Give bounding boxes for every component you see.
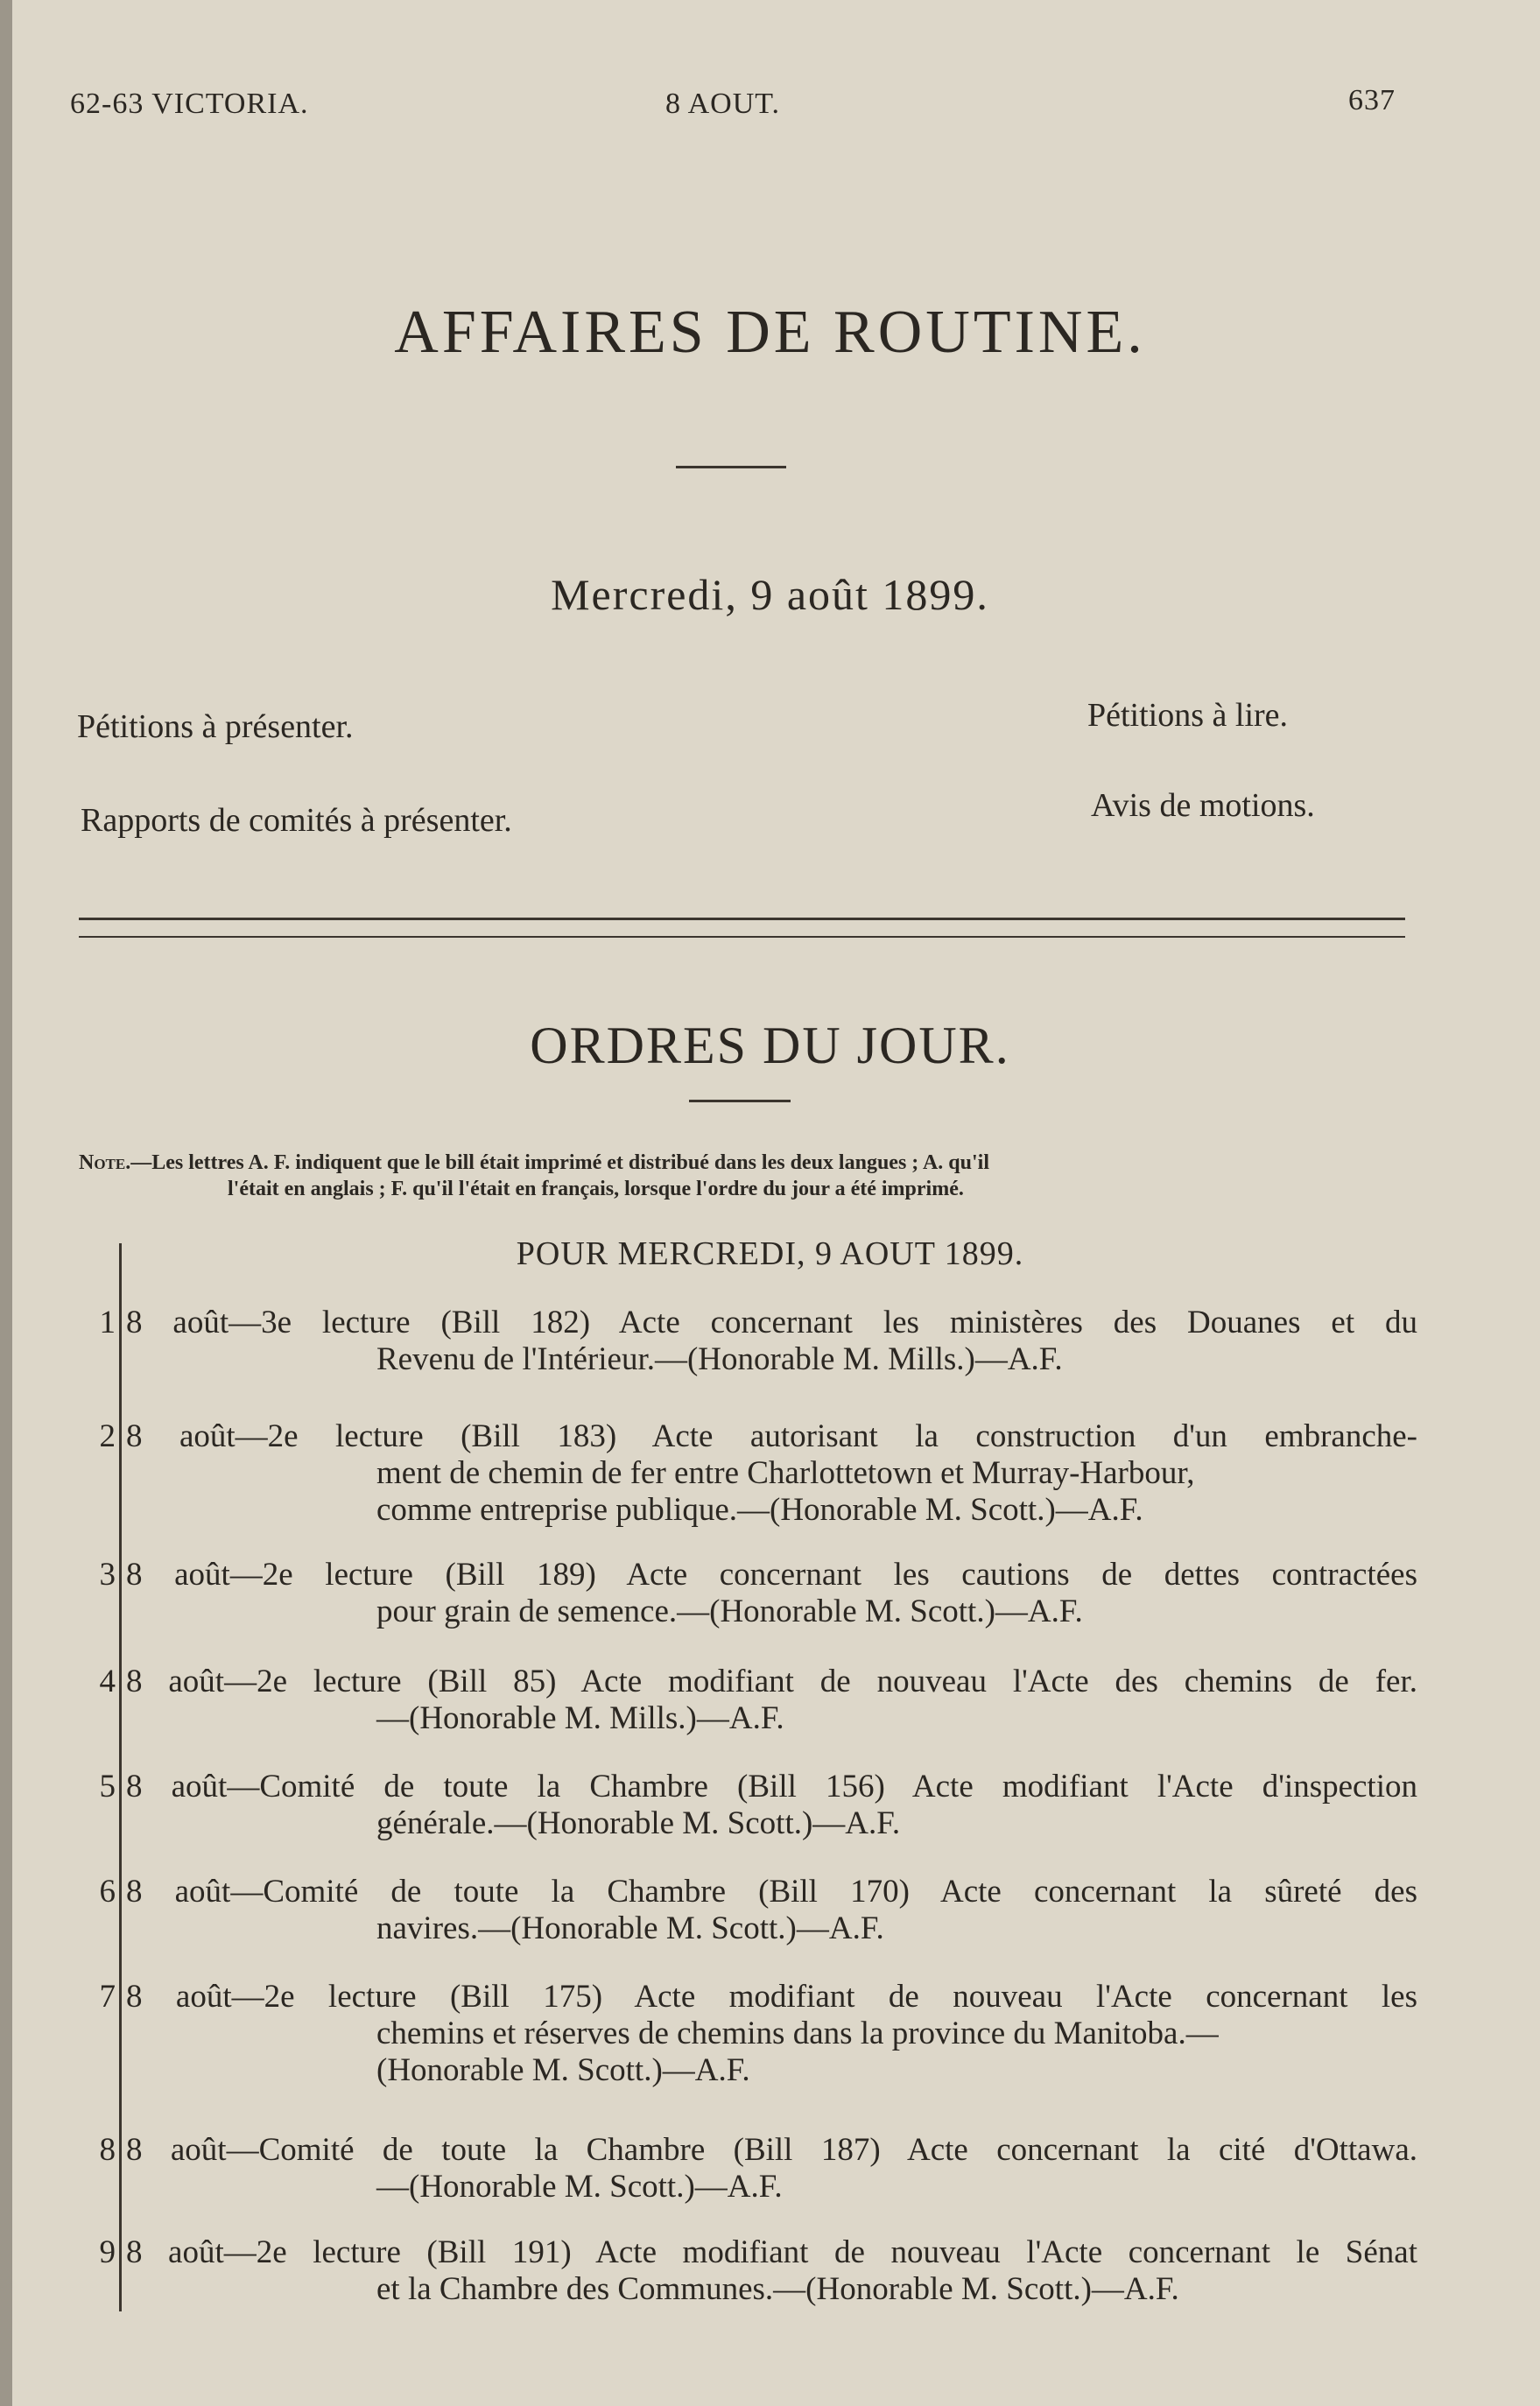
order-number: 3 — [99, 1557, 116, 1593]
order-continuation-line: —(Honorable M. Scott.)—A.F. — [376, 2169, 783, 2205]
order-first-line: 8 août—Comité de toute la Chambre (Bill 170) Acte concernant la sûreté des — [126, 1874, 1417, 1910]
order-item — [88, 1418, 1418, 1529]
order-continuation-line: ment de chemin de fer entre Charlottetown et Murray-Harbour, — [376, 1455, 1195, 1491]
double-rule-top — [79, 918, 1405, 920]
orders-subtitle: POUR MERCREDI, 9 AOUT 1899. — [516, 1235, 1024, 1272]
order-number: 9 — [99, 2234, 116, 2270]
order-first-line: 8 août—Comité de toute la Chambre (Bill 156) Acte modifiant l'Acte d'inspection — [126, 1769, 1417, 1804]
order-continuation-line: navires.—(Honorable M. Scott.)—A.F. — [376, 1910, 884, 1946]
item-avis-motions: Avis de motions. — [1091, 787, 1315, 824]
note-line-1: —Les lettres A. F. indiquent que le bill était imprimé et distribué dans les deux langues ; A. qu'il — [130, 1151, 989, 1174]
order-item — [88, 1979, 1418, 2089]
order-continuation-line: pour grain de semence.—(Honorable M. Scott.)—A.F. — [376, 1593, 1083, 1629]
order-item — [88, 1769, 1418, 1842]
order-number: 1 — [99, 1305, 116, 1340]
order-number: 6 — [99, 1874, 116, 1910]
order-continuation-line: (Honorable M. Scott.)—A.F. — [376, 2052, 750, 2088]
title-rule — [676, 466, 786, 468]
order-continuation-line: chemins et réserves de chemins dans la province du Manitoba.— — [376, 2016, 1219, 2051]
order-continuation-line: générale.—(Honorable M. Scott.)—A.F. — [376, 1805, 901, 1841]
order-item — [88, 1305, 1418, 1378]
order-item — [88, 1557, 1418, 1630]
order-first-line: 8 août—2e lecture (Bill 175) Acte modifiant de nouveau l'Acte concernant les — [126, 1979, 1417, 2015]
order-continuation-line: —(Honorable M. Mills.)—A.F. — [376, 1700, 784, 1736]
session-date: Mercredi, 9 août 1899. — [551, 570, 989, 619]
order-first-line: 8 août—2e lecture (Bill 189) Acte concernant les cautions de dettes contractées — [126, 1557, 1417, 1593]
order-item — [88, 2132, 1418, 2206]
item-rapports-comites: Rapports de comités à présenter. — [81, 802, 512, 839]
running-head-left: 62-63 VICTORIA. — [70, 88, 309, 120]
order-continuation-line: Revenu de l'Intérieur.—(Honorable M. Mills.)—A.F. — [376, 1341, 1063, 1377]
item-petitions-presenter: Pétitions à présenter. — [77, 708, 354, 745]
order-first-line: 8 août—2e lecture (Bill 85) Acte modifiant de nouveau l'Acte des chemins de fer. — [126, 1664, 1417, 1699]
order-number: 4 — [99, 1664, 116, 1699]
order-number: 7 — [99, 1979, 116, 2015]
title-rule-2 — [689, 1100, 791, 1102]
note-paragraph — [79, 1150, 1410, 1202]
order-first-line: 8 août—3e lecture (Bill 182) Acte concernant les ministères des Douanes et du — [126, 1305, 1417, 1340]
running-head-center: 8 AOUT. — [665, 88, 781, 120]
note-line-2: l'était en anglais ; F. qu'il l'était en français, lorsque l'ordre du jour a été imprimé. — [228, 1178, 964, 1200]
order-first-line: 8 août—Comité de toute la Chambre (Bill 187) Acte concernant la cité d'Ottawa. — [126, 2132, 1417, 2168]
order-continuation-line: et la Chambre des Communes.—(Honorable M. Scott.)—A.F. — [376, 2271, 1179, 2307]
order-continuation-line: comme entreprise publique.—(Honorable M. Scott.)—A.F. — [376, 1492, 1143, 1528]
item-petitions-lire: Pétitions à lire. — [1087, 697, 1289, 734]
double-rule-bottom — [79, 936, 1405, 938]
order-first-line: 8 août—2e lecture (Bill 183) Acte autorisant la construction d'un embranche- — [126, 1418, 1417, 1454]
order-item — [88, 1664, 1418, 1737]
page-number: 637 — [1348, 84, 1396, 116]
section-title-affaires: AFFAIRES DE ROUTINE. — [394, 299, 1146, 366]
order-number: 5 — [99, 1769, 116, 1804]
order-number: 2 — [99, 1418, 116, 1454]
section-title-ordres: ORDRES DU JOUR. — [530, 1017, 1010, 1074]
order-item — [88, 2234, 1418, 2308]
order-item — [88, 1874, 1418, 1947]
order-first-line: 8 août—2e lecture (Bill 191) Acte modifiant de nouveau l'Acte concernant le Sénat — [126, 2234, 1417, 2270]
order-number: 8 — [99, 2132, 116, 2168]
note-label: Note. — [79, 1151, 131, 1174]
